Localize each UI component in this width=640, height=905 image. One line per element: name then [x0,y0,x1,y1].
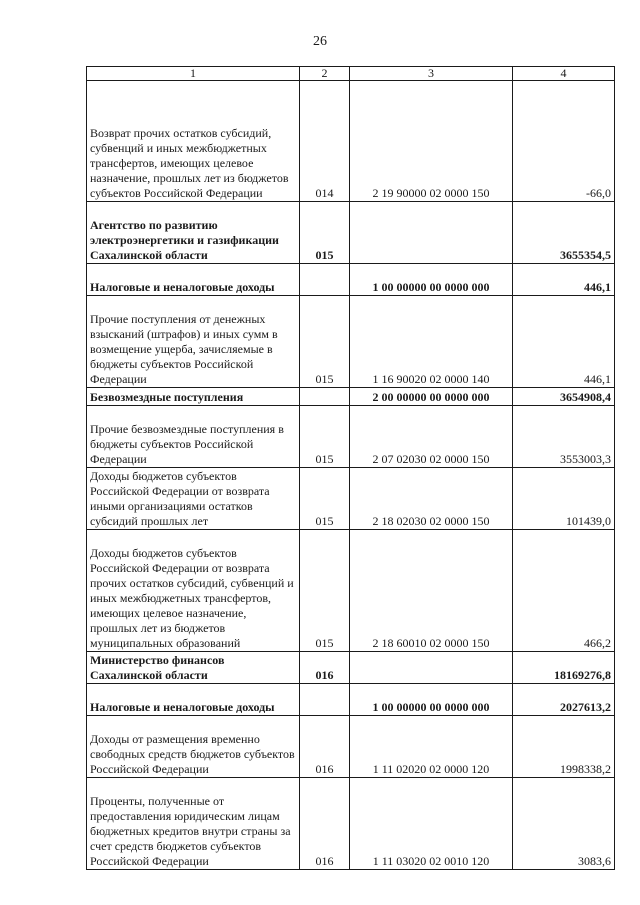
classification-code [350,652,513,684]
revenue-name: Министерство финансов Сахалинской области [87,652,300,684]
column-header: 4 [513,67,615,81]
column-header: 1 [87,67,300,81]
table-row [87,388,615,406]
revenue-name: Агентство по развитию электроэнергетики и газификации Сахалинской области [87,202,300,264]
column-header: 2 [300,67,350,81]
admin-code: 015 [300,468,350,530]
amount: 3654908,4 [513,388,615,406]
admin-code: 015 [300,530,350,652]
revenue-name: Проценты, полученные от предоставления юридическим лицам бюджетных кредитов внутри страны за счет средств бюджетов субъектов Российской Федерации [87,778,300,870]
revenue-name: Налоговые и неналоговые доходы [87,684,300,716]
revenue-name: Доходы бюджетов субъектов Российской Федерации от возврата прочих остатков субсидий, субвенций и иных межбюджетных трансфертов, имеющих целевое назначение, прошлых лет из бюджетов муниципальных образований [87,530,300,652]
table-header-row [87,67,615,81]
amount: -66,0 [513,81,615,202]
page-number: 26 [313,34,327,49]
revenue-name: Прочие поступления от денежных взысканий (штрафов) и иных сумм в возмещение ущерба, зачисляемые в бюджеты субъектов Российской Федерации [87,296,300,388]
classification-code: 2 19 90000 02 0000 150 [350,81,513,202]
admin-code: 014 [300,81,350,202]
table-row [87,778,615,870]
table-row [87,684,615,716]
classification-code [350,202,513,264]
admin-code [300,388,350,406]
classification-code: 2 00 00000 00 0000 000 [350,388,513,406]
amount: 3655354,5 [513,202,615,264]
amount: 446,1 [513,296,615,388]
amount: 466,2 [513,530,615,652]
revenue-table [86,66,615,870]
table-row [87,81,615,202]
admin-code: 016 [300,716,350,778]
admin-code: 015 [300,202,350,264]
table-row [87,530,615,652]
amount: 1998338,2 [513,716,615,778]
classification-code: 1 11 03020 02 0010 120 [350,778,513,870]
revenue-name: Прочие безвозмездные поступления в бюджеты субъектов Российской Федерации [87,406,300,468]
revenue-name: Налоговые и неналоговые доходы [87,264,300,296]
classification-code: 1 00 00000 00 0000 000 [350,264,513,296]
classification-code: 1 00 00000 00 0000 000 [350,684,513,716]
table-row [87,468,615,530]
amount: 101439,0 [513,468,615,530]
amount: 2027613,2 [513,684,615,716]
classification-code: 2 18 60010 02 0000 150 [350,530,513,652]
table-row [87,296,615,388]
table-row [87,406,615,468]
table-row [87,652,615,684]
revenue-name: Доходы от размещения временно свободных средств бюджетов субъектов Российской Федерации [87,716,300,778]
classification-code: 2 18 02030 02 0000 150 [350,468,513,530]
revenue-name: Возврат прочих остатков субсидий, субвенций и иных межбюджетных трансфертов, имеющих целевое назначение, прошлых лет из бюджетов субъектов Российской Федерации [87,81,300,202]
classification-code: 2 07 02030 02 0000 150 [350,406,513,468]
table-row [87,202,615,264]
classification-code: 1 16 90020 02 0000 140 [350,296,513,388]
amount: 3553003,3 [513,406,615,468]
admin-code: 016 [300,778,350,870]
table-row [87,716,615,778]
amount: 446,1 [513,264,615,296]
admin-code: 016 [300,652,350,684]
amount: 18169276,8 [513,652,615,684]
revenue-name: Доходы бюджетов субъектов Российской Федерации от возврата иными организациями остатков субсидий прошлых лет [87,468,300,530]
admin-code [300,264,350,296]
admin-code: 015 [300,406,350,468]
classification-code: 1 11 02020 02 0000 120 [350,716,513,778]
admin-code [300,684,350,716]
revenue-name: Безвозмездные поступления [87,388,300,406]
table-row [87,264,615,296]
column-header: 3 [350,67,513,81]
amount: 3083,6 [513,778,615,870]
admin-code: 015 [300,296,350,388]
